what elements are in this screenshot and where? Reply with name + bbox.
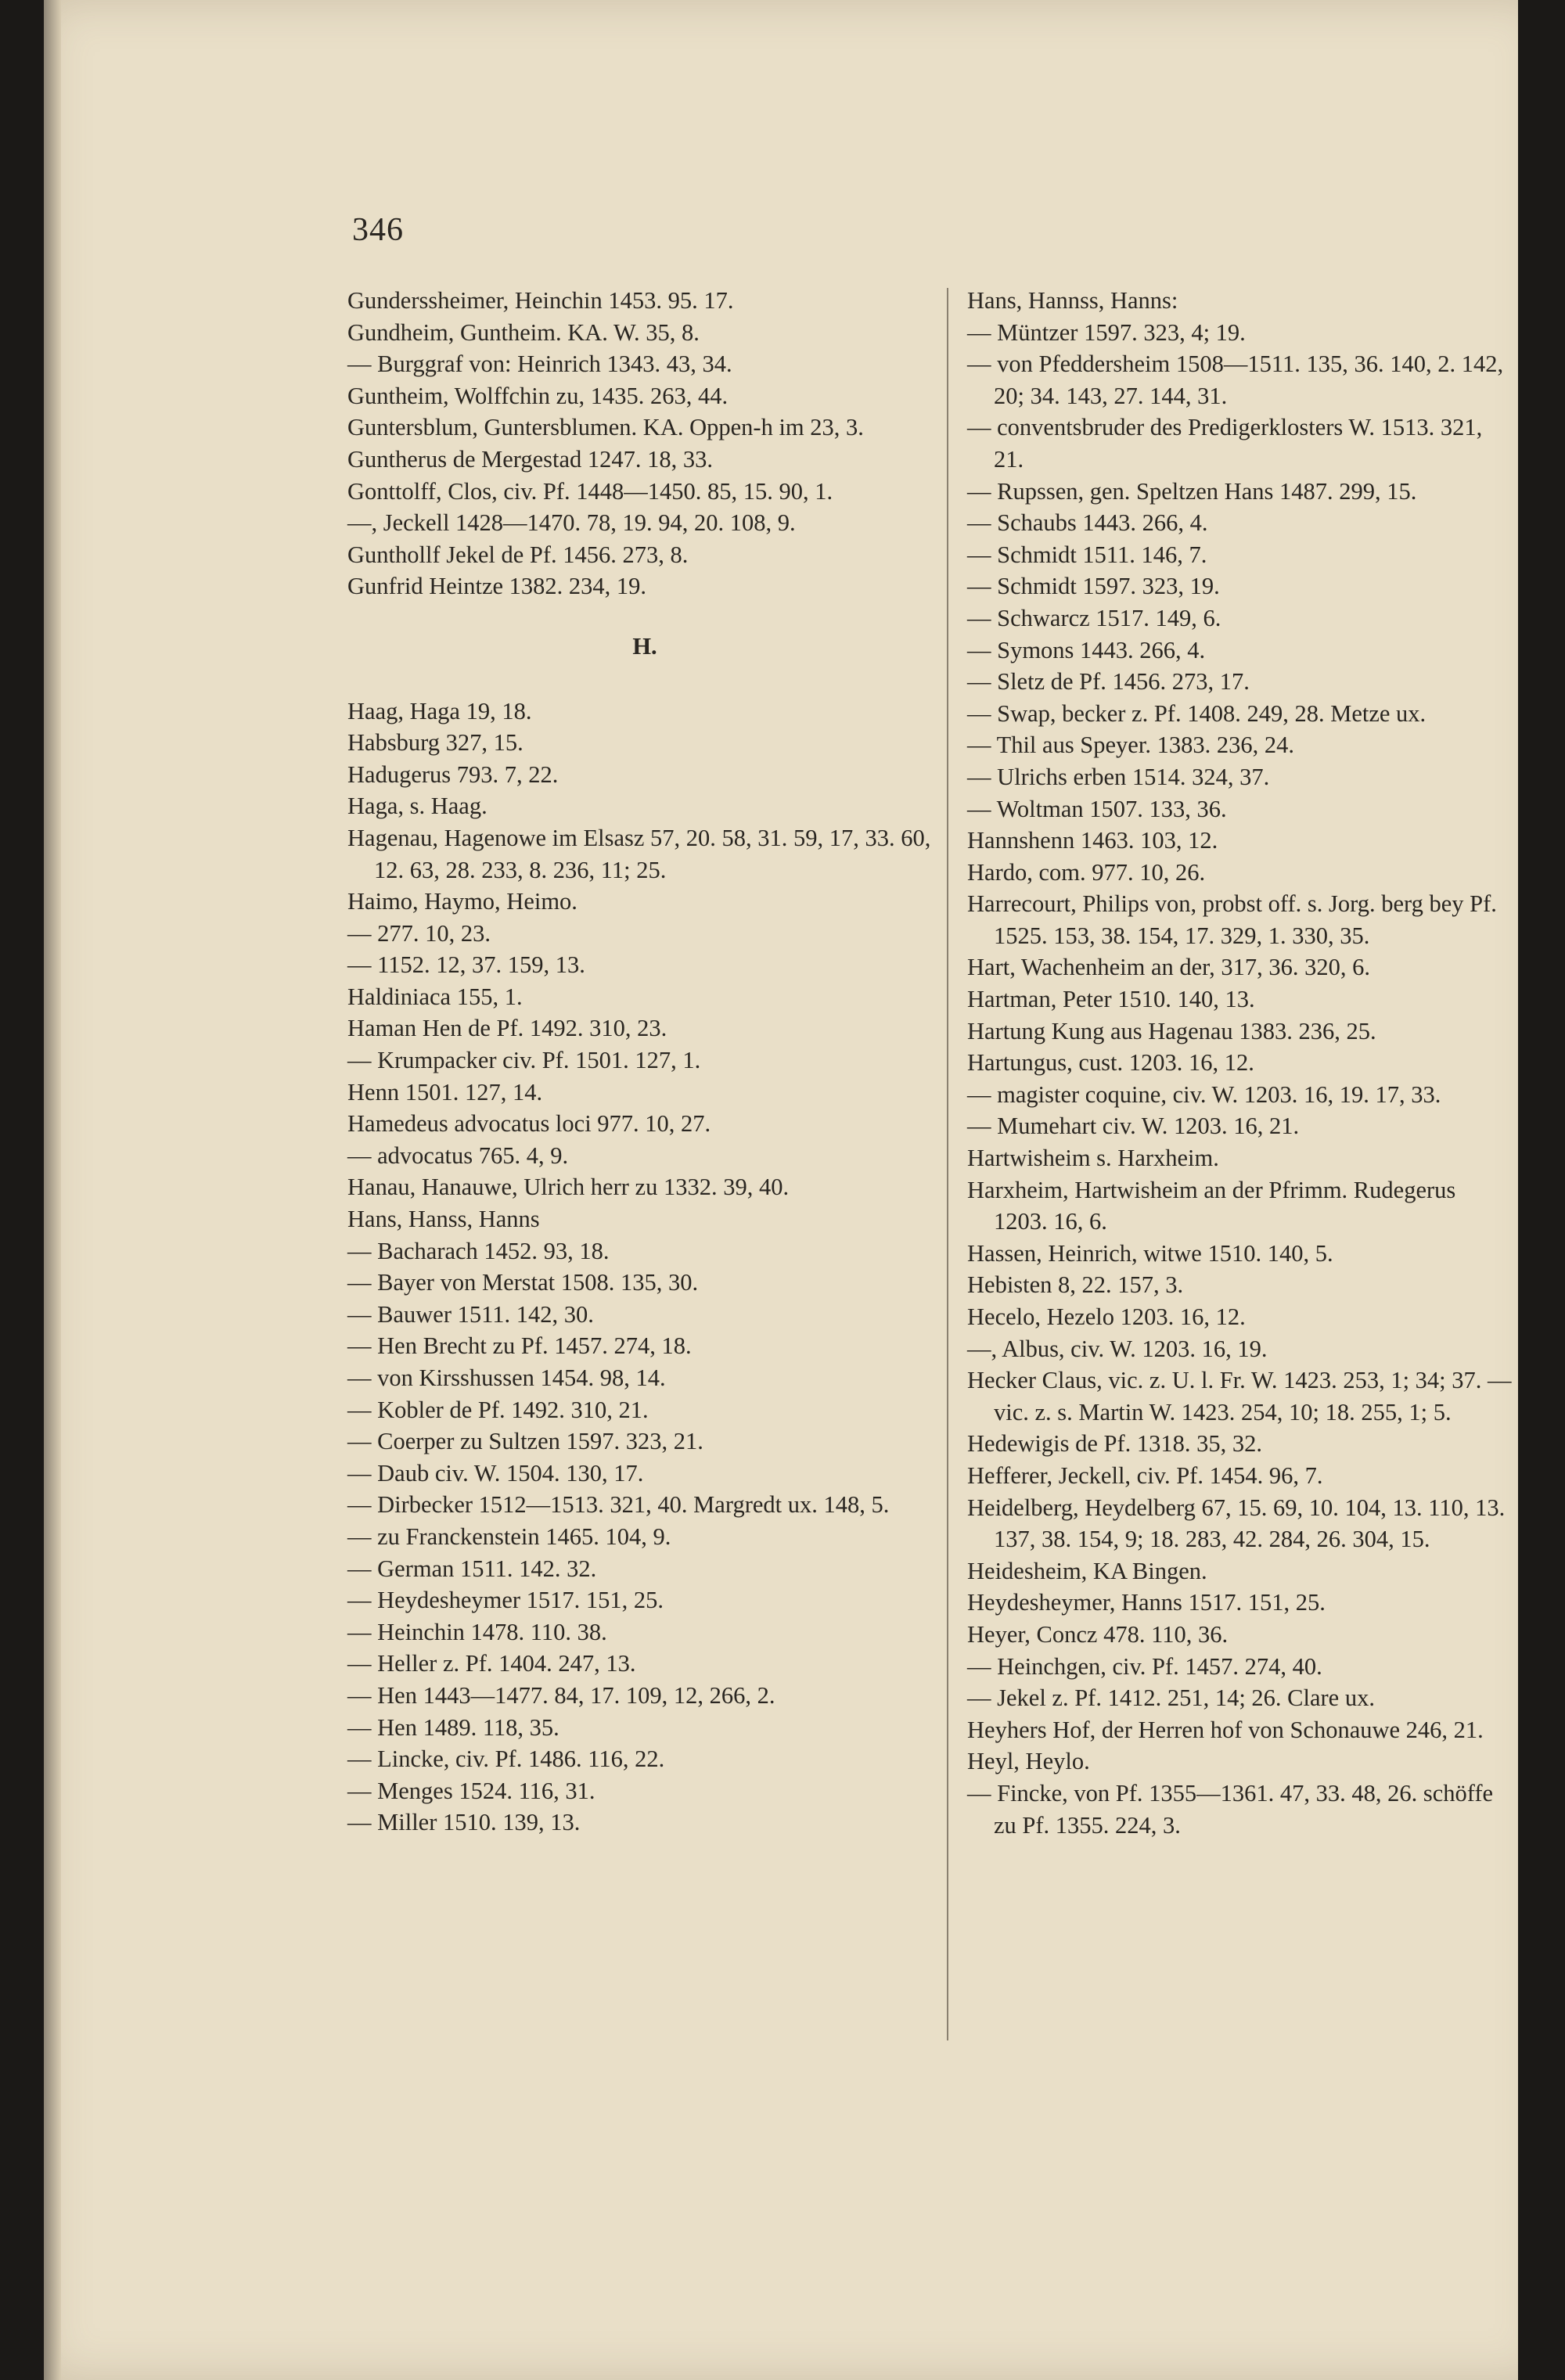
index-entry: Hartung Kung aus Hagenau 1383. 236, 25. xyxy=(967,1017,1376,1044)
index-entry: Hartman, Peter 1510. 140, 13. xyxy=(967,986,1255,1013)
index-entry: — Woltman 1507. 133, 36. xyxy=(967,795,1227,822)
index-entry: — Hen 1489. 118, 35. xyxy=(347,1713,559,1741)
index-entry: — zu Franckenstein 1465. 104, 9. xyxy=(347,1523,671,1550)
index-entry: — Heller z. Pf. 1404. 247, 13. xyxy=(347,1650,636,1677)
index-entry: —, Jeckell 1428—1470. 78, 19. 94, 20. 108, 9. xyxy=(347,509,796,537)
index-entry: Hardo, com. 977. 10, 26. xyxy=(967,858,1206,886)
index-entry: Haman Hen de Pf. 1492. 310, 23. xyxy=(347,1015,667,1042)
index-entry: Hassen, Heinrich, witwe 1510. 140, 5. xyxy=(967,1239,1333,1267)
page-number: 346 xyxy=(352,212,404,248)
index-entry: — Dirbecker 1512—1513. 321, 40. Margredt ux. 148, 5. xyxy=(347,1491,890,1519)
index-entry: Hannshenn 1463. 103, 12. xyxy=(967,827,1218,854)
index-entry: Hecker Claus, vic. z. U. l. Fr. W. 1423. 253, 1; 34; 37. — vic. z. s. Martin W. 1423. 254, 10; 18. 255, 1; 5. xyxy=(967,1367,1512,1425)
index-entry: Gundheim, Guntheim. KA. W. 35, 8. xyxy=(347,318,700,346)
book-page xyxy=(44,0,1545,2380)
index-entry: — German 1511. 142. 32. xyxy=(347,1555,597,1582)
index-entry: Gunderssheimer, Heinchin 1453. 95. 17. xyxy=(347,287,734,314)
index-entry: — Hen Brecht zu Pf. 1457. 274, 18. xyxy=(347,1332,692,1360)
index-entry: — Heydesheymer 1517. 151, 25. xyxy=(347,1587,664,1614)
index-entry: — 1152. 12, 37. 159, 13. xyxy=(347,951,585,979)
index-entry: — Miller 1510. 139, 13. xyxy=(347,1809,581,1836)
index-entry: Guntersblum, Guntersblumen. KA. Oppen-h im 23, 3. xyxy=(347,414,864,441)
index-entry: Haldiniaca 155, 1. xyxy=(347,983,523,1010)
index-entry: Haga, s. Haag. xyxy=(347,793,487,820)
index-entry: — Bauwer 1511. 142, 30. xyxy=(347,1300,594,1328)
index-entry: Hefferer, Jeckell, civ. Pf. 1454. 96, 7. xyxy=(967,1461,1323,1489)
index-entry: — Ulrichs erben 1514. 324, 37. xyxy=(967,763,1270,790)
index-entry: Haag, Haga 19, 18. xyxy=(347,697,532,724)
index-entry: — Jekel z. Pf. 1412. 251, 14; 26. Clare ux. xyxy=(967,1684,1375,1712)
index-entry: — Schaubs 1443. 266, 4. xyxy=(967,509,1208,537)
index-entry: — Coerper zu Sultzen 1597. 323, 21. xyxy=(347,1428,703,1455)
index-entry: Heyl, Heylo. xyxy=(967,1748,1090,1775)
index-entry: Heidelberg, Heydelberg 67, 15. 69, 10. 104, 13. 110, 13. 137, 38. 154, 9; 18. 283, 42. 284, 26. 304, 15. xyxy=(967,1494,1506,1553)
index-entry: — Swap, becker z. Pf. 1408. 249, 28. Metze ux. xyxy=(967,699,1426,727)
index-entry: — Fincke, von Pf. 1355—1361. 47, 33. 48, 26. schöffe zu Pf. 1355. 224, 3. xyxy=(967,1779,1494,1839)
index-entry: — conventsbruder des Predigerklosters W. 1513. 321, 21. xyxy=(967,414,1483,473)
index-entry: Harrecourt, Philips von, probst off. s. Jorg. berg bey Pf. 1525. 153, 38. 154, 17. 329, 1. 330, 35. xyxy=(967,890,1497,949)
index-entry: — Mumehart civ. W. 1203. 16, 21. xyxy=(967,1113,1300,1140)
index-entry: — advocatus 765. 4, 9. xyxy=(347,1141,569,1169)
index-entry: Hamedeus advocatus loci 977. 10, 27. xyxy=(347,1110,711,1138)
index-entry: Guntherus de Mergestad 1247. 18, 33. xyxy=(347,445,714,473)
index-entry: Hebisten 8, 22. 157, 3. xyxy=(967,1271,1184,1299)
index-entry: — von Kirsshussen 1454. 98, 14. xyxy=(347,1364,666,1391)
column-divider xyxy=(947,288,948,2040)
index-entry: — Menges 1524. 116, 31. xyxy=(347,1777,595,1804)
index-entry: — Bacharach 1452. 93, 18. xyxy=(347,1237,610,1264)
index-entry: Hecelo, Hezelo 1203. 16, 12. xyxy=(967,1303,1246,1330)
index-entry: Hadugerus 793. 7, 22. xyxy=(347,760,559,788)
right-column xyxy=(967,285,1515,1841)
index-entry: — Schmidt 1597. 323, 19. xyxy=(967,573,1220,600)
index-entry: — Daub civ. W. 1504. 130, 17. xyxy=(347,1459,644,1487)
index-entry: — Symons 1443. 266, 4. xyxy=(967,636,1206,663)
index-entry: Hagenau, Hagenowe im Elsasz 57, 20. 58, 31. 59, 17, 33. 60, 12. 63, 28. 233, 8. 236, 11; 25. xyxy=(347,824,931,883)
section-heading: H. xyxy=(632,632,657,660)
index-entry: Gunfrid Heintze 1382. 234, 19. xyxy=(347,573,647,600)
index-entry: Hans, Hannss, Hanns: xyxy=(967,287,1178,314)
index-entry: Hans, Hanss, Hanns xyxy=(347,1206,540,1233)
index-entry: — Heinchgen, civ. Pf. 1457. 274, 40. xyxy=(967,1652,1322,1680)
index-entry: Gunthollf Jekel de Pf. 1456. 273, 8. xyxy=(347,541,689,568)
index-entry: Haimo, Haymo, Heimo. xyxy=(347,888,577,915)
index-entry: Heyer, Concz 478. 110, 36. xyxy=(967,1620,1229,1648)
index-entry: Heidesheim, KA Bingen. xyxy=(967,1557,1207,1584)
index-entry: Hedewigis de Pf. 1318. 35, 32. xyxy=(967,1430,1262,1458)
index-entry: Hartungus, cust. 1203. 16, 12. xyxy=(967,1049,1254,1077)
index-entry: — Burggraf von: Heinrich 1343. 43, 34. xyxy=(347,351,732,378)
index-entry: — Lincke, civ. Pf. 1486. 116, 22. xyxy=(347,1745,665,1773)
index-entry: Heyhers Hof, der Herren hof von Schonauwe 246, 21. xyxy=(967,1716,1484,1743)
index-entry: — magister coquine, civ. W. 1203. 16, 19. 17, 33. xyxy=(967,1080,1441,1108)
index-entry: —, Albus, civ. W. 1203. 16, 19. xyxy=(967,1335,1268,1362)
index-entry: — Kobler de Pf. 1492. 310, 21. xyxy=(347,1396,649,1423)
index-entry: — Heinchin 1478. 110. 38. xyxy=(347,1618,607,1645)
page-edge xyxy=(1518,0,1545,2380)
index-entry: Harxheim, Hartwisheim an der Pfrimm. Rudegerus 1203. 16, 6. xyxy=(967,1176,1456,1235)
index-entry: Gonttolff, Clos, civ. Pf. 1448—1450. 85, 15. 90, 1. xyxy=(347,477,833,505)
index-entry: Henn 1501. 127, 14. xyxy=(347,1078,543,1106)
index-entry: — Krumpacker civ. Pf. 1501. 127, 1. xyxy=(347,1047,701,1074)
index-entry: Hanau, Hanauwe, Ulrich herr zu 1332. 39, 40. xyxy=(347,1174,790,1201)
index-entry: — Bayer von Merstat 1508. 135, 30. xyxy=(347,1269,699,1296)
index-entry: — Sletz de Pf. 1456. 273, 17. xyxy=(967,668,1250,696)
index-entry: — Schmidt 1511. 146, 7. xyxy=(967,541,1207,568)
index-entry: — 277. 10, 23. xyxy=(347,919,491,947)
index-entry: — Hen 1443—1477. 84, 17. 109, 12, 266, 2. xyxy=(347,1681,775,1709)
index-entry: Guntheim, Wolffchin zu, 1435. 263, 44. xyxy=(347,382,729,409)
index-entry: Habsburg 327, 15. xyxy=(347,729,523,757)
page-spine xyxy=(44,0,61,2380)
index-entry: — Müntzer 1597. 323, 4; 19. xyxy=(967,318,1246,346)
index-entry: — Schwarcz 1517. 149, 6. xyxy=(967,604,1221,631)
index-entry: Hart, Wachenheim an der, 317, 36. 320, 6. xyxy=(967,954,1370,981)
index-entry: Heydesheymer, Hanns 1517. 151, 25. xyxy=(967,1589,1326,1616)
index-entry: — von Pfeddersheim 1508—1511. 135, 36. 140, 2. 142, 20; 34. 143, 27. 144, 31. xyxy=(967,351,1504,409)
index-entry: Hartwisheim s. Harxheim. xyxy=(967,1145,1219,1172)
index-entry: — Thil aus Speyer. 1383. 236, 24. xyxy=(967,732,1294,759)
index-entry: — Rupssen, gen. Speltzen Hans 1487. 299, 15. xyxy=(967,477,1417,505)
left-column xyxy=(347,285,942,1839)
